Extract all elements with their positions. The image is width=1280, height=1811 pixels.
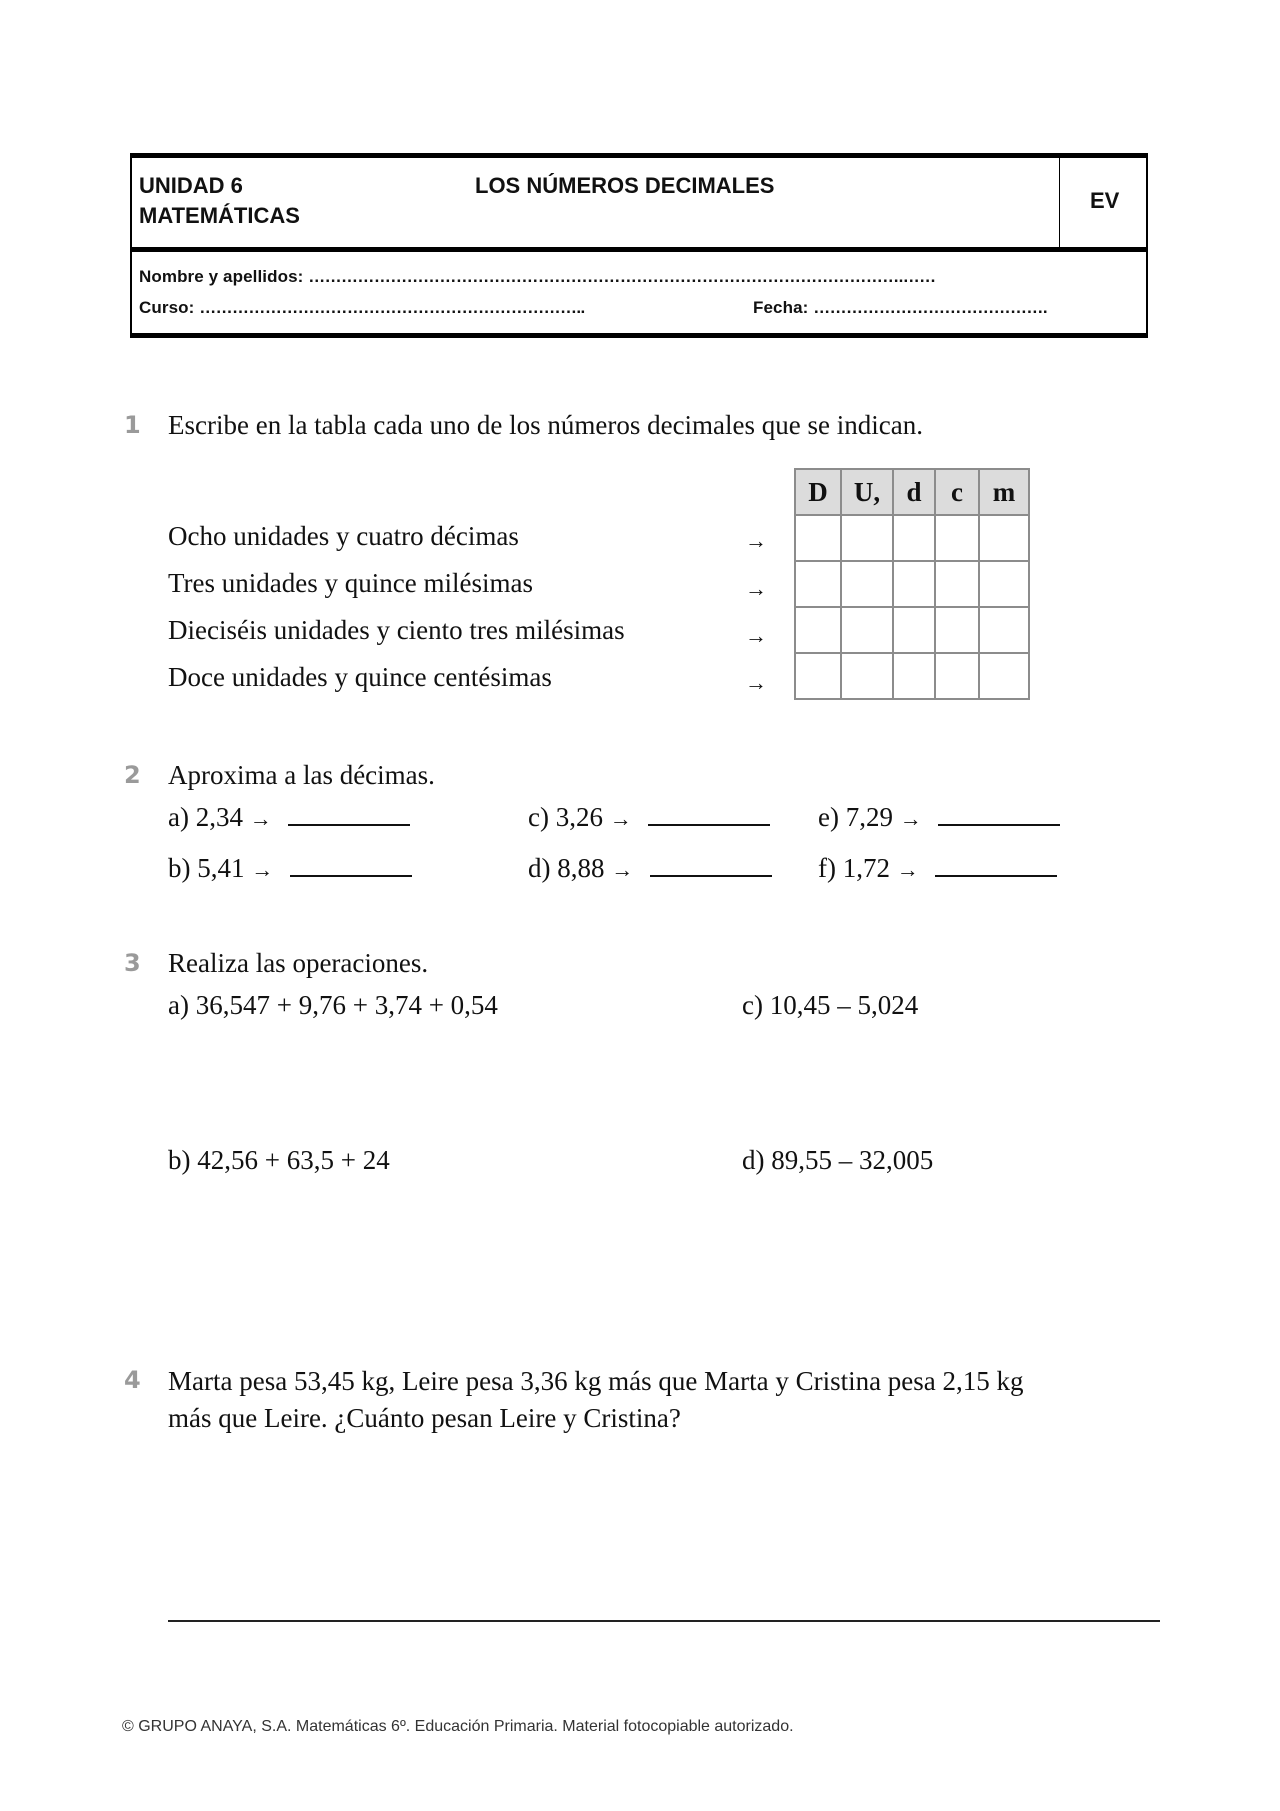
table-cell[interactable] bbox=[893, 515, 935, 561]
answer-blank[interactable] bbox=[938, 823, 1060, 826]
table-row bbox=[795, 607, 1029, 653]
column-header-d: d bbox=[893, 469, 935, 515]
page-title: LOS NÚMEROS DECIMALES bbox=[475, 173, 775, 198]
table-cell[interactable] bbox=[795, 653, 841, 699]
exercise-1-item: Ocho unidades y cuatro décimas bbox=[168, 521, 519, 551]
table-cell[interactable] bbox=[979, 561, 1029, 607]
date-label: Fecha: bbox=[753, 298, 809, 317]
arrow-right-icon: → bbox=[249, 806, 272, 831]
table-cell[interactable] bbox=[795, 607, 841, 653]
course-field[interactable] bbox=[139, 298, 585, 318]
table-cell[interactable] bbox=[795, 515, 841, 561]
copyright-footer: © GRUPO ANAYA, S.A. Matemáticas 6º. Educación Primaria. Material fotocopiable autorizado. bbox=[122, 1718, 794, 1735]
exercise-3-item-b: b) 42,56 + 63,5 + 24 bbox=[168, 1145, 390, 1175]
exercise-3-item-a: a) 36,547 + 9,76 + 3,74 + 0,54 bbox=[168, 990, 498, 1020]
answer-blank[interactable] bbox=[648, 823, 770, 826]
exercise-4-prompt-line-2: más que Leire. ¿Cuánto pesan Leire y Cristina? bbox=[168, 1403, 681, 1433]
table-cell[interactable] bbox=[979, 653, 1029, 699]
table-cell[interactable] bbox=[979, 515, 1029, 561]
exercise-2-item-c: c) 3,26 → bbox=[528, 802, 770, 833]
arrow-right-icon: → bbox=[745, 670, 767, 695]
arrow-right-icon: → bbox=[745, 623, 767, 648]
arrow-right-icon: → bbox=[899, 806, 922, 831]
table-cell[interactable] bbox=[935, 653, 979, 699]
answer-blank[interactable] bbox=[650, 874, 772, 877]
arrow-right-icon: → bbox=[609, 806, 632, 831]
table-row bbox=[795, 561, 1029, 607]
unit-label: UNIDAD 6 bbox=[139, 173, 243, 198]
table-row bbox=[795, 653, 1029, 699]
exercise-3-item-c: c) 10,45 – 5,024 bbox=[742, 990, 919, 1020]
date-dots: ……………………………………. bbox=[813, 298, 1047, 317]
arrow-right-icon: → bbox=[611, 857, 634, 882]
answer-blank[interactable] bbox=[935, 874, 1057, 877]
exercise-4-number: 4 bbox=[124, 1366, 141, 1394]
table-cell[interactable] bbox=[841, 607, 893, 653]
arrow-right-icon: → bbox=[745, 576, 767, 601]
table-cell[interactable] bbox=[893, 653, 935, 699]
answer-blank[interactable] bbox=[288, 823, 410, 826]
name-field[interactable] bbox=[139, 267, 936, 287]
table-cell[interactable] bbox=[893, 561, 935, 607]
exercise-1-item: Dieciséis unidades y ciento tres milésimas bbox=[168, 615, 625, 645]
exercise-2-prompt: Aproxima a las décimas. bbox=[168, 760, 435, 790]
exercise-3-number: 3 bbox=[124, 949, 141, 977]
exercise-3-prompt: Realiza las operaciones. bbox=[168, 948, 429, 978]
answer-blank[interactable] bbox=[290, 874, 412, 877]
table-cell[interactable] bbox=[795, 561, 841, 607]
answer-line[interactable] bbox=[168, 1620, 1160, 1622]
column-header-U: U, bbox=[841, 469, 893, 515]
exercise-1-number: 1 bbox=[124, 411, 141, 439]
course-label: Curso: bbox=[139, 298, 195, 317]
table-row bbox=[795, 515, 1029, 561]
evaluation-code: EV bbox=[1090, 188, 1120, 213]
exercise-2-number: 2 bbox=[124, 761, 141, 789]
exercise-2-item-f: f) 1,72 → bbox=[818, 853, 1057, 884]
column-header-D: D bbox=[795, 469, 841, 515]
table-cell[interactable] bbox=[935, 515, 979, 561]
table-cell[interactable] bbox=[841, 561, 893, 607]
exercise-3-item-d: d) 89,55 – 32,005 bbox=[742, 1145, 934, 1175]
table-cell[interactable] bbox=[979, 607, 1029, 653]
table-header-row bbox=[795, 469, 1029, 515]
code-divider bbox=[1059, 158, 1060, 247]
table-cell[interactable] bbox=[935, 607, 979, 653]
table-cell[interactable] bbox=[893, 607, 935, 653]
exercise-2-item-e: e) 7,29 → bbox=[818, 802, 1060, 833]
exercise-2-item-b: b) 5,41 → bbox=[168, 853, 412, 884]
arrow-right-icon: → bbox=[251, 857, 274, 882]
exercise-1-item: Doce unidades y quince centésimas bbox=[168, 662, 552, 692]
header-divider bbox=[132, 247, 1146, 252]
exercise-2-item-d: d) 8,88 → bbox=[528, 853, 772, 884]
exercise-1-item: Tres unidades y quince milésimas bbox=[168, 568, 533, 598]
table-cell[interactable] bbox=[841, 653, 893, 699]
arrow-right-icon: → bbox=[896, 857, 919, 882]
exercise-2-item-a: a) 2,34 → bbox=[168, 802, 410, 833]
name-dots: ……………………………………………………………………………………………….…… bbox=[308, 267, 936, 286]
column-header-c: c bbox=[935, 469, 979, 515]
name-label: Nombre y apellidos: bbox=[139, 267, 304, 286]
course-dots: …………………………………………………………….. bbox=[199, 298, 585, 317]
subject-label: MATEMÁTICAS bbox=[139, 203, 300, 228]
date-field[interactable] bbox=[753, 298, 1047, 318]
arrow-right-icon: → bbox=[745, 528, 767, 553]
place-value-table bbox=[794, 468, 1030, 700]
exercise-4-prompt-line-1: Marta pesa 53,45 kg, Leire pesa 3,36 kg más que Marta y Cristina pesa 2,15 kg bbox=[168, 1366, 1024, 1396]
table-cell[interactable] bbox=[841, 515, 893, 561]
column-header-m: m bbox=[979, 469, 1029, 515]
table-cell[interactable] bbox=[935, 561, 979, 607]
exercise-1-prompt: Escribe en la tabla cada uno de los números decimales que se indican. bbox=[168, 410, 923, 440]
